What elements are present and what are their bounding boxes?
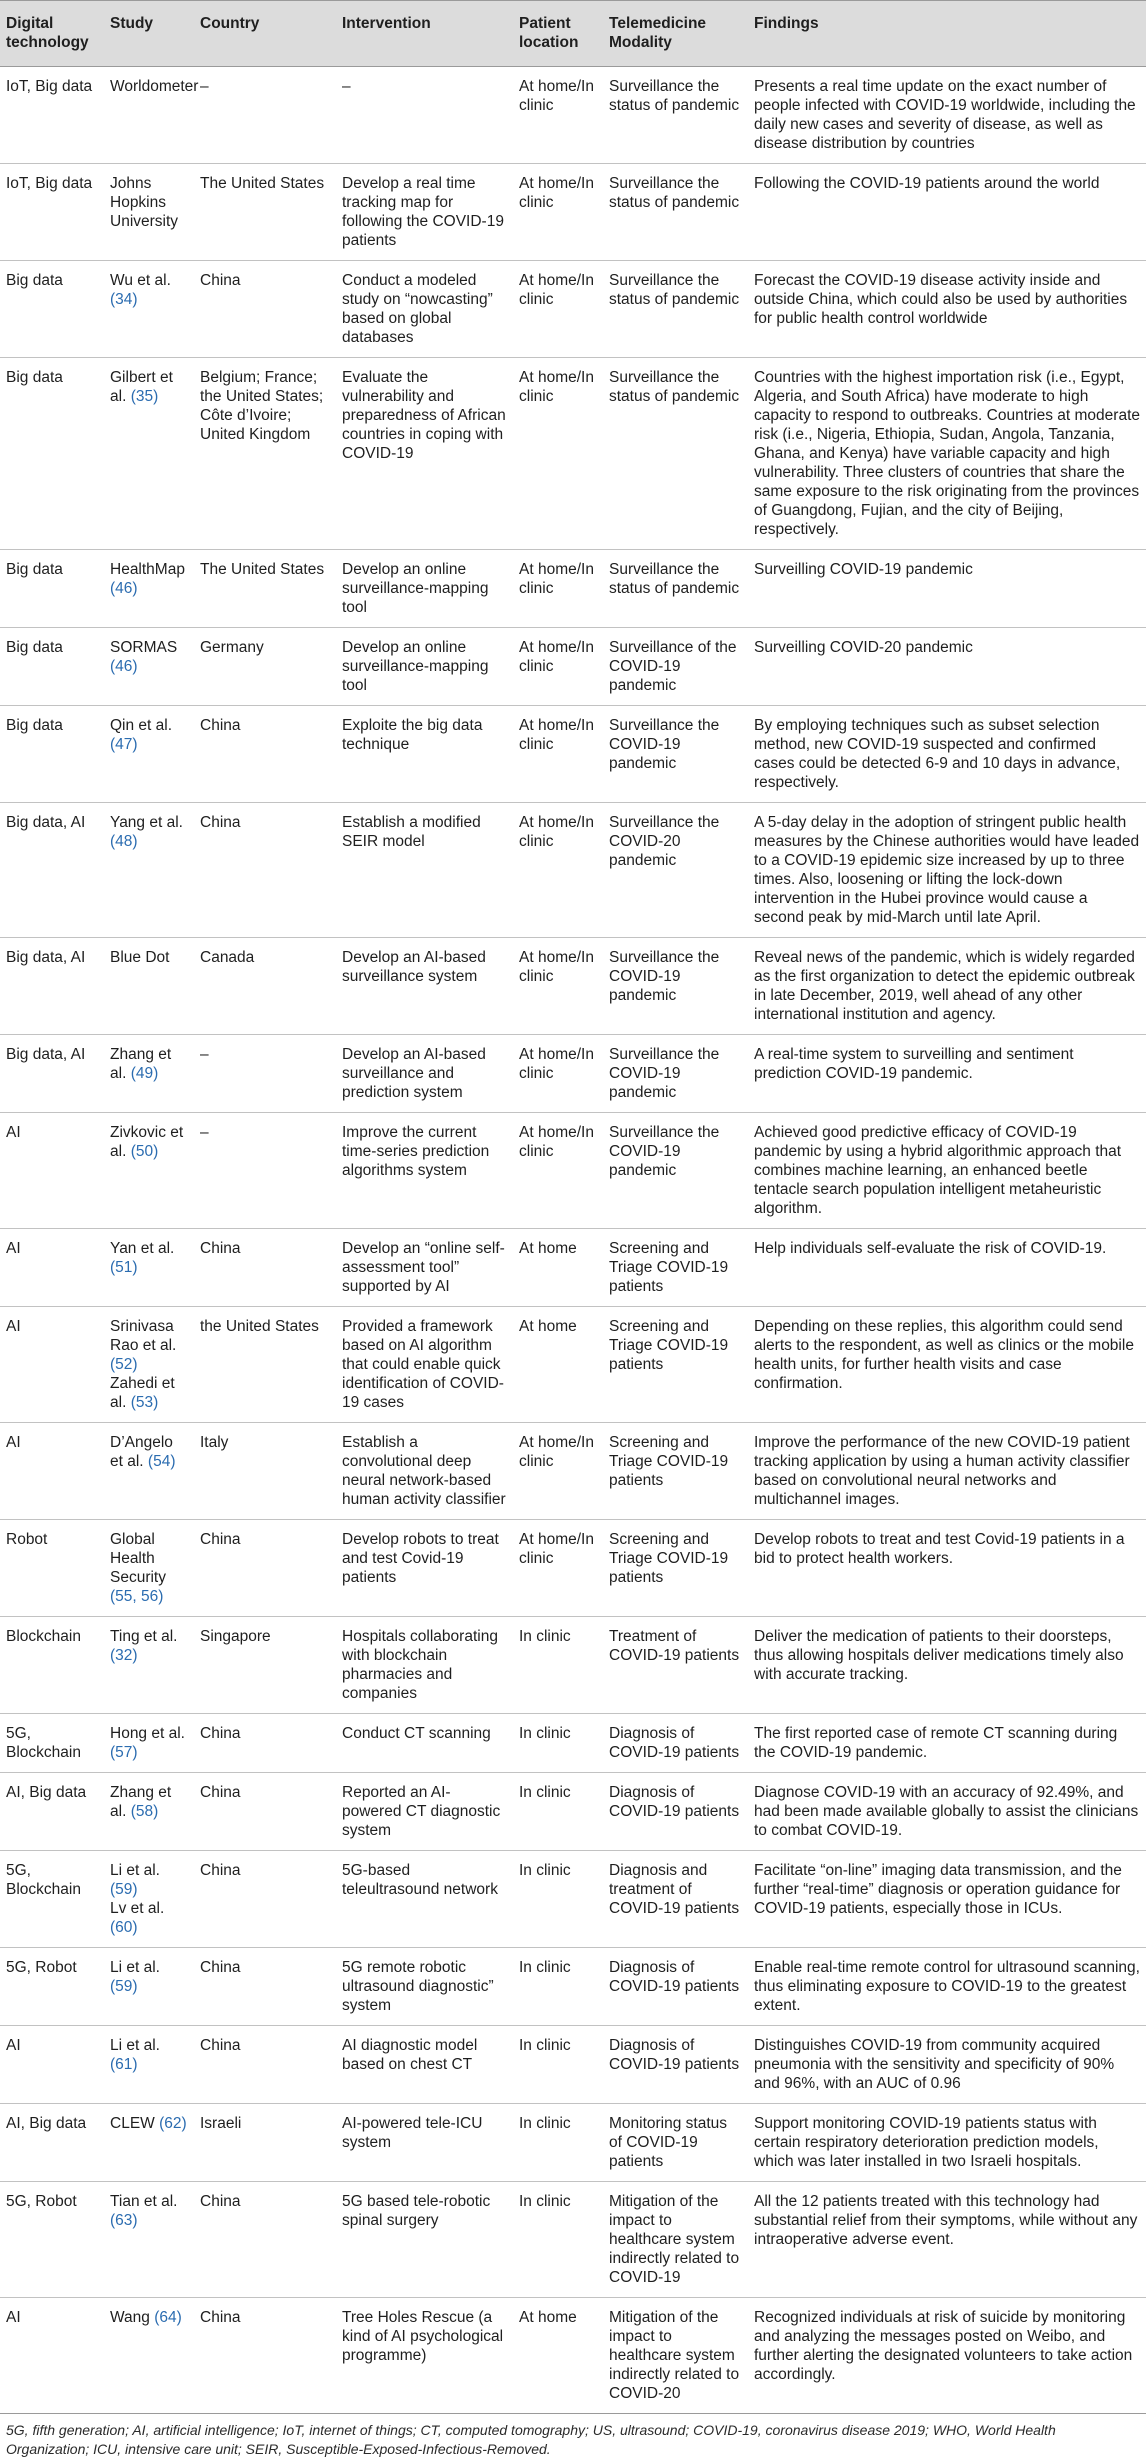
cell-findings: Diagnose COVID-19 with an accuracy of 92.49%, and had been made available globally to assist the clinicians to combat COVID-19.	[748, 1773, 1146, 1851]
cell-intervention: Evaluate the vulnerability and preparedness of African countries in coping with COVID-19	[336, 358, 513, 550]
cell-findings: A real-time system to surveilling and sentiment prediction COVID-19 pandemic.	[748, 1035, 1146, 1113]
cell-intervention: Develop an online surveillance-mapping tool	[336, 628, 513, 706]
cell-telemedicine-modality: Treatment of COVID-19 patients	[603, 1617, 748, 1714]
cell-intervention: –	[336, 67, 513, 164]
cell-telemedicine-modality: Screening and Triage COVID-19 patients	[603, 1307, 748, 1423]
study-name: HealthMap	[110, 561, 185, 578]
cell-patient-location: In clinic	[513, 2182, 603, 2298]
table-row	[0, 1229, 1146, 1307]
cell-digital-technology: AI, Big data	[0, 1773, 104, 1851]
cell-country: China	[194, 2026, 336, 2104]
cell-digital-technology: Big data, AI	[0, 803, 104, 938]
cell-intervention: 5G-based teleultrasound network	[336, 1851, 513, 1948]
cell-country: China	[194, 1851, 336, 1948]
cell-country: Italy	[194, 1423, 336, 1520]
study-name: D’Angelo et al.	[110, 1434, 173, 1470]
cell-study	[104, 2104, 194, 2182]
header-intervention: Intervention	[336, 1, 513, 67]
cell-telemedicine-modality: Screening and Triage COVID-19 patients	[603, 1229, 748, 1307]
reference-link[interactable]: (54)	[147, 1453, 176, 1470]
cell-study	[104, 1229, 194, 1307]
reference-link[interactable]: (49)	[130, 1065, 159, 1082]
cell-patient-location: At home/In clinic	[513, 358, 603, 550]
reference-link[interactable]: (52)	[110, 1356, 138, 1373]
cell-patient-location: At home/In clinic	[513, 1113, 603, 1229]
cell-patient-location: At home/In clinic	[513, 938, 603, 1035]
cell-findings: Facilitate “on-line” imaging data transmission, and the further “real-time” diagnosis or operation guidance for COVID-19 patients, especially those in ICUs.	[748, 1851, 1146, 1948]
cell-findings: Following the COVID-19 patients around the world	[748, 164, 1146, 261]
reference-link[interactable]: (64)	[154, 2309, 182, 2326]
cell-telemedicine-modality: Diagnosis of COVID-19 patients	[603, 1773, 748, 1851]
table-row	[0, 706, 1146, 803]
cell-country: Belgium; France; the United States; Côte d’Ivoire; United Kingdom	[194, 358, 336, 550]
cell-patient-location: In clinic	[513, 1773, 603, 1851]
reference-link[interactable]: (55, 56)	[110, 1588, 164, 1605]
cell-study	[104, 1113, 194, 1229]
cell-country: Canada	[194, 938, 336, 1035]
cell-telemedicine-modality: Mitigation of the impact to healthcare system indirectly related to COVID-19	[603, 2182, 748, 2298]
cell-findings: Achieved good predictive efficacy of COVID-19 pandemic by using a hybrid algorithmic approach that combines machine learning, an enhanced beetle tentacle search population intelligent metaheuristic algorithm.	[748, 1113, 1146, 1229]
cell-country: China	[194, 1520, 336, 1617]
reference-link[interactable]: (34)	[110, 291, 138, 308]
cell-country: China	[194, 706, 336, 803]
reference-link[interactable]: (32)	[110, 1647, 138, 1664]
cell-country: –	[194, 1113, 336, 1229]
study-name: Global Health Security	[110, 1531, 166, 1586]
cell-findings: Reveal news of the pandemic, which is widely regarded as the first organization to detect the epidemic outbreak in late December, 2019, well ahead of any other international institution and agency.	[748, 938, 1146, 1035]
cell-intervention: 5G based tele-robotic spinal surgery	[336, 2182, 513, 2298]
cell-findings: By employing techniques such as subset selection method, new COVID-19 suspected and confirmed cases could be detected 6-9 and 10 days in advance, respectively.	[748, 706, 1146, 803]
cell-telemedicine-modality: Monitoring status of COVID-19 patients	[603, 2104, 748, 2182]
cell-telemedicine-modality: Diagnosis of COVID-19 patients	[603, 2026, 748, 2104]
table-row	[0, 803, 1146, 938]
reference-link[interactable]: (59)	[110, 1881, 138, 1898]
cell-digital-technology: Robot	[0, 1520, 104, 1617]
reference-link[interactable]: (62)	[159, 2115, 187, 2132]
study-name: Blue Dot	[110, 949, 170, 966]
header-row	[0, 1, 1146, 67]
cell-findings: Develop robots to treat and test Covid-19 patients in a bid to protect health workers.	[748, 1520, 1146, 1617]
cell-study	[104, 1851, 194, 1948]
cell-country: Israeli	[194, 2104, 336, 2182]
cell-digital-technology: IoT, Big data	[0, 164, 104, 261]
cell-telemedicine-modality: Screening and Triage COVID-19 patients	[603, 1520, 748, 1617]
cell-intervention: Provided a framework based on AI algorithm that could enable quick identification of COVID-19 cases	[336, 1307, 513, 1423]
header-country: Country	[194, 1, 336, 67]
cell-intervention: Hospitals collaborating with blockchain pharmacies and companies	[336, 1617, 513, 1714]
cell-digital-technology: Big data	[0, 358, 104, 550]
cell-study	[104, 358, 194, 550]
cell-patient-location: At home/In clinic	[513, 628, 603, 706]
table-row	[0, 1423, 1146, 1520]
study-name: Zhang et al.	[110, 1784, 172, 1820]
study-name: Zivkovic et al.	[110, 1124, 184, 1160]
cell-intervention: Improve the current time-series prediction algorithms system	[336, 1113, 513, 1229]
study-name: Ting et al.	[110, 1628, 178, 1645]
table-row	[0, 358, 1146, 550]
study-name: Wu et al.	[110, 272, 171, 289]
cell-intervention: Establish a convolutional deep neural network-based human activity classifier	[336, 1423, 513, 1520]
cell-intervention: 5G remote robotic ultrasound diagnostic” system	[336, 1948, 513, 2026]
cell-digital-technology: 5G, Blockchain	[0, 1851, 104, 1948]
cell-study	[104, 261, 194, 358]
cell-findings: Depending on these replies, this algorithm could send alerts to the respondent, as well as clinics or the mobile health units, for further health visits and case confirmation.	[748, 1307, 1146, 1423]
cell-findings: Forecast the COVID-19 disease activity inside and outside China, which could also be used by authorities for public health control worldwide	[748, 261, 1146, 358]
cell-telemedicine-modality: Diagnosis and treatment of COVID-19 patients	[603, 1851, 748, 1948]
cell-country: China	[194, 261, 336, 358]
study-name: Worldometer	[110, 78, 199, 95]
study-name: Li et al.	[110, 1959, 160, 1976]
cell-findings: Distinguishes COVID-19 from community acquired pneumonia with the sensitivity and specificity of 90% and 96%, with an AUC of 0.96	[748, 2026, 1146, 2104]
study-name: CLEW	[110, 2115, 155, 2132]
cell-telemedicine-modality: Surveillance the status of pandemic	[603, 358, 748, 550]
cell-patient-location: At home	[513, 1229, 603, 1307]
cell-digital-technology: Big data, AI	[0, 1035, 104, 1113]
cell-telemedicine-modality: Surveillance the COVID-19 pandemic	[603, 1035, 748, 1113]
reference-link[interactable]: (61)	[110, 2056, 138, 2073]
table-row	[0, 1520, 1146, 1617]
cell-patient-location: At home/In clinic	[513, 67, 603, 164]
cell-patient-location: At home/In clinic	[513, 1035, 603, 1113]
reference-link[interactable]: (59)	[110, 1978, 138, 1995]
reference-link[interactable]: (53)	[130, 1394, 159, 1411]
table-row	[0, 628, 1146, 706]
cell-intervention: Develop a real time tracking map for following the COVID-19 patients	[336, 164, 513, 261]
table-row	[0, 2104, 1146, 2182]
study-name: SORMAS	[110, 639, 178, 656]
cell-findings: Improve the performance of the new COVID-19 patient tracking application by using a human activity classifier based on convolutional neural networks and multichannel images.	[748, 1423, 1146, 1520]
table-row	[0, 1113, 1146, 1229]
cell-telemedicine-modality: Surveillance the status of pandemic	[603, 550, 748, 628]
cell-patient-location: At home	[513, 1307, 603, 1423]
cell-telemedicine-modality: Diagnosis of COVID-19 patients	[603, 1948, 748, 2026]
cell-patient-location: At home/In clinic	[513, 1520, 603, 1617]
table-row	[0, 1851, 1146, 1948]
cell-study	[104, 628, 194, 706]
cell-intervention: Develop an AI-based surveillance system	[336, 938, 513, 1035]
cell-intervention: AI-powered tele-ICU system	[336, 2104, 513, 2182]
cell-intervention: Develop an AI-based surveillance and prediction system	[336, 1035, 513, 1113]
cell-study	[104, 1617, 194, 1714]
study-name: Li et al.	[110, 1862, 160, 1879]
cell-intervention: Develop robots to treat and test Covid-19 patients	[336, 1520, 513, 1617]
cell-country: China	[194, 1948, 336, 2026]
reference-link[interactable]: (58)	[130, 1803, 159, 1820]
cell-digital-technology: Big data	[0, 261, 104, 358]
cell-telemedicine-modality: Surveillance the COVID-19 pandemic	[603, 1113, 748, 1229]
header-patient-location: Patient location	[513, 1, 603, 67]
cell-findings: Countries with the highest importation risk (i.e., Egypt, Algeria, and South Africa) have moderate to high capacity to respond to outbreaks. Countries at moderate risk (i.e., Nigeria, Ethiopia, Sudan, Angola, Tanzania, Ghana, and Kenya) have variable capacity and high vulnerability. Three clusters of countries that share the same exposure to the risk originating from the provinces of Guangdong, Fujian, and the city of Beijing, respectively.	[748, 358, 1146, 550]
cell-intervention: Develop an online surveillance-mapping tool	[336, 550, 513, 628]
cell-country: The United States	[194, 164, 336, 261]
table-row	[0, 1307, 1146, 1423]
cell-study	[104, 2182, 194, 2298]
cell-country: Germany	[194, 628, 336, 706]
cell-digital-technology: AI	[0, 1113, 104, 1229]
cell-telemedicine-modality: Mitigation of the impact to healthcare system indirectly related to COVID-20	[603, 2298, 748, 2414]
cell-digital-technology: 5G, Robot	[0, 1948, 104, 2026]
cell-telemedicine-modality: Diagnosis of COVID-19 patients	[603, 1714, 748, 1773]
table-row	[0, 1773, 1146, 1851]
reference-link[interactable]: (50)	[130, 1143, 159, 1160]
cell-telemedicine-modality: Surveillance the status of pandemic	[603, 261, 748, 358]
header-findings: Findings	[748, 1, 1146, 67]
cell-telemedicine-modality: Surveillance the status of pandemic	[603, 67, 748, 164]
cell-intervention: Conduct a modeled study on “nowcasting” based on global databases	[336, 261, 513, 358]
cell-telemedicine-modality: Screening and Triage COVID-19 patients	[603, 1423, 748, 1520]
cell-telemedicine-modality: Surveillance the COVID-19 pandemic	[603, 706, 748, 803]
cell-digital-technology: AI	[0, 1423, 104, 1520]
cell-patient-location: In clinic	[513, 1617, 603, 1714]
study-name: Qin et al.	[110, 717, 173, 734]
study-name: Yang et al.	[110, 814, 183, 831]
cell-study	[104, 1520, 194, 1617]
cell-patient-location: At home/In clinic	[513, 706, 603, 803]
cell-findings: A 5-day delay in the adoption of stringent public health measures by the Chinese authorities would have leaded to a COVID-19 epidemic size increased by up to three times. Also, loosening or lifting the lock-down intervention in the Hubei province would cause a second peak by mid-March until late April.	[748, 803, 1146, 938]
cell-findings: Help individuals self-evaluate the risk of COVID-19.	[748, 1229, 1146, 1307]
cell-study	[104, 67, 199, 164]
cell-study	[104, 550, 194, 628]
cell-digital-technology: AI	[0, 1307, 104, 1423]
cell-patient-location: At home/In clinic	[513, 803, 603, 938]
cell-study	[104, 706, 194, 803]
study-name: Srinivasa Rao et al.	[110, 1318, 177, 1354]
cell-telemedicine-modality: Surveillance the COVID-19 pandemic	[603, 938, 748, 1035]
study-name: Lv et al.	[110, 1900, 165, 1917]
table-row	[0, 1714, 1146, 1773]
table-row	[0, 2182, 1146, 2298]
study-name: Wang	[110, 2309, 150, 2326]
table-row	[0, 67, 1146, 164]
cell-intervention: Exploite the big data technique	[336, 706, 513, 803]
table-row	[0, 261, 1146, 358]
cell-findings: Deliver the medication of patients to their doorsteps, thus allowing hospitals deliver medications timely also with accurate tracking.	[748, 1617, 1146, 1714]
cell-telemedicine-modality: Surveillance the COVID-20 pandemic	[603, 803, 748, 938]
table-row	[0, 1035, 1146, 1113]
cell-digital-technology: 5G, Robot	[0, 2182, 104, 2298]
study-name: Zhang et al.	[110, 1046, 172, 1082]
study-name: Yan et al.	[110, 1240, 175, 1257]
cell-findings: All the 12 patients treated with this technology had substantial relief from their symptoms, while without any intraoperative adverse event.	[748, 2182, 1146, 2298]
cell-intervention: Conduct CT scanning	[336, 1714, 513, 1773]
reference-link[interactable]: (46)	[110, 580, 138, 597]
study-name: Zahedi et al.	[110, 1375, 175, 1411]
header-digital-technology: Digital technology	[0, 1, 104, 67]
cell-study	[104, 1307, 194, 1423]
cell-digital-technology: Big data	[0, 628, 104, 706]
table-footnote: 5G, fifth generation; AI, artificial intelligence; IoT, internet of things; CT, computed tomography; US, ultrasound; COVID-19, coronavirus disease 2019; WHO, World Health Organization; ICU, intensive care unit; SEIR, Susceptible-Exposed-Infectious-Removed.	[6, 2422, 1056, 2457]
reference-link[interactable]: (63)	[110, 2212, 138, 2229]
cell-country: –	[194, 1035, 336, 1113]
cell-country: China	[194, 1229, 336, 1307]
cell-digital-technology: AI	[0, 2298, 104, 2414]
cell-patient-location: At home/In clinic	[513, 1423, 603, 1520]
table-row	[0, 1948, 1146, 2026]
header-study: Study	[104, 1, 194, 67]
cell-findings: Recognized individuals at risk of suicide by monitoring and analyzing the messages posted on Weibo, and further alerting the designated volunteers to take action accordingly.	[748, 2298, 1146, 2414]
cell-study	[104, 803, 194, 938]
cell-patient-location: In clinic	[513, 1948, 603, 2026]
cell-intervention: Tree Holes Rescue (a kind of AI psychological programme)	[336, 2298, 513, 2414]
cell-study	[104, 1714, 194, 1773]
cell-intervention: Establish a modified SEIR model	[336, 803, 513, 938]
cell-findings: Surveilling COVID-20 pandemic	[748, 628, 1146, 706]
study-name: Li et al.	[110, 2037, 160, 2054]
cell-digital-technology: Big data, AI	[0, 938, 104, 1035]
table-row	[0, 550, 1146, 628]
cell-country: –	[194, 67, 336, 164]
table-row	[0, 164, 1146, 261]
table-row	[0, 2026, 1146, 2104]
reference-link[interactable]: (57)	[110, 1744, 138, 1761]
cell-digital-technology: AI	[0, 2026, 104, 2104]
cell-patient-location: At home/In clinic	[513, 550, 603, 628]
study-name: Johns Hopkins University	[110, 175, 179, 230]
cell-digital-technology: Blockchain	[0, 1617, 104, 1714]
cell-intervention: Develop an “online self-assessment tool” supported by AI	[336, 1229, 513, 1307]
reference-link[interactable]: (47)	[110, 736, 138, 753]
cell-findings: The first reported case of remote CT scanning during the COVID-19 pandemic.	[748, 1714, 1146, 1773]
cell-findings: Enable real-time remote control for ultrasound scanning, thus eliminating exposure to COVID-19 to the greatest extent.	[748, 1948, 1146, 2026]
table-row	[0, 938, 1146, 1035]
cell-intervention: Reported an AI-powered CT diagnostic system	[336, 1773, 513, 1851]
cell-findings: Surveilling COVID-19 pandemic	[748, 550, 1146, 628]
cell-digital-technology: IoT, Big data	[0, 67, 104, 164]
cell-telemedicine-modality: Surveillance of the COVID-19 pandemic	[603, 628, 748, 706]
cell-digital-technology: Big data	[0, 706, 104, 803]
cell-country: The United States	[194, 550, 336, 628]
cell-country: China	[194, 803, 336, 938]
cell-patient-location: In clinic	[513, 1714, 603, 1773]
reference-link[interactable]: (46)	[110, 658, 138, 675]
reference-link[interactable]: (35)	[130, 388, 159, 405]
cell-patient-location: At home/In clinic	[513, 164, 603, 261]
table-body	[0, 67, 1146, 2414]
cell-study	[104, 1773, 194, 1851]
cell-patient-location: In clinic	[513, 1851, 603, 1948]
cell-findings: Support monitoring COVID-19 patients status with certain respiratory deterioration prediction models, which was later installed in two Israeli hospitals.	[748, 2104, 1146, 2182]
cell-digital-technology: AI, Big data	[0, 2104, 104, 2182]
study-name: Hong et al.	[110, 1725, 185, 1742]
cell-patient-location: In clinic	[513, 2026, 603, 2104]
cell-country: China	[194, 2182, 336, 2298]
cell-study	[104, 2026, 194, 2104]
table-row	[0, 2298, 1146, 2414]
cell-telemedicine-modality: Surveillance the status of pandemic	[603, 164, 748, 261]
cell-study	[104, 2298, 194, 2414]
cell-findings: Presents a real time update on the exact number of people infected with COVID-19 worldwide, including the daily new cases and severity of disease, as well as disease distribution by countries	[748, 67, 1146, 164]
cell-study	[104, 1423, 194, 1520]
cell-country: China	[194, 1773, 336, 1851]
cell-patient-location: In clinic	[513, 2104, 603, 2182]
header-telemedicine-modality: Telemedicine Modality	[603, 1, 748, 67]
cell-country: China	[194, 2298, 336, 2414]
cell-intervention: AI diagnostic model based on chest CT	[336, 2026, 513, 2104]
cell-digital-technology: AI	[0, 1229, 104, 1307]
cell-patient-location: At home/In clinic	[513, 261, 603, 358]
cell-study	[104, 1948, 194, 2026]
cell-country: Singapore	[194, 1617, 336, 1714]
cell-country: the United States	[194, 1307, 336, 1423]
study-name: Tian et al.	[110, 2193, 178, 2210]
cell-patient-location: At home	[513, 2298, 603, 2414]
cell-digital-technology: Big data	[0, 550, 104, 628]
cell-digital-technology: 5G, Blockchain	[0, 1714, 104, 1773]
reference-link[interactable]: (51)	[110, 1259, 138, 1276]
cell-study	[104, 938, 194, 1035]
cell-study	[104, 1035, 194, 1113]
cell-country: China	[194, 1714, 336, 1773]
cell-study	[104, 164, 194, 261]
study-name: Gilbert et al.	[110, 369, 173, 405]
table-row	[0, 1617, 1146, 1714]
reference-link[interactable]: (60)	[110, 1919, 138, 1936]
reference-link[interactable]: (48)	[110, 833, 138, 850]
